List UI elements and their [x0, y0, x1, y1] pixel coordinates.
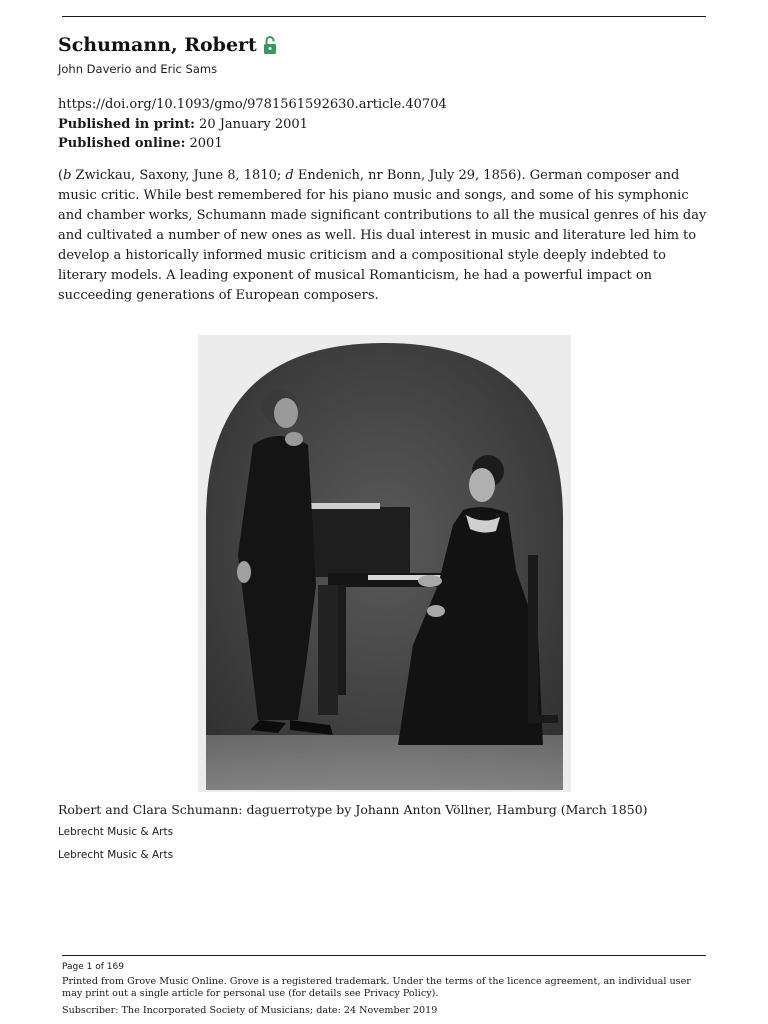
- published-online-label: Published online:: [58, 136, 186, 151]
- article-title: Schumann, Robert: [58, 34, 257, 56]
- published-print: [58, 115, 447, 135]
- daguerrotype-image: [198, 335, 571, 792]
- published-online-date: 2001: [189, 136, 223, 151]
- top-rule: [62, 16, 706, 17]
- doi-link[interactable]: https://doi.org/10.1093/gmo/9781561592630.article.40704: [58, 97, 447, 112]
- published-online: [58, 134, 447, 154]
- footer-rule: [62, 955, 706, 956]
- birth-marker: b: [63, 168, 72, 183]
- published-print-label: Published in print:: [58, 116, 195, 132]
- figure-caption: Robert and Clara Schumann: daguerrotype by Johann Anton Völlner, Hamburg (March 1850): [58, 802, 648, 817]
- article-authors: John Daverio and Eric Sams: [58, 62, 218, 76]
- open-lock-icon: [263, 35, 277, 55]
- figure-credit-secondary: Lebrecht Music & Arts: [58, 849, 174, 861]
- death-marker: d: [285, 168, 294, 183]
- print-notice: Printed from Grove Music Online. Grove is a registered trademark. Under the terms of the licence agreement, an individual user may print out a single article for personal use (for details see Privacy Policy).: [62, 976, 691, 999]
- article-metadata: [58, 95, 447, 154]
- abstract-open-paren: (: [58, 168, 64, 183]
- figure-credit: Lebrecht Music & Arts: [58, 826, 174, 838]
- published-print-date: 20 January 2001: [199, 116, 308, 132]
- subscriber-info: Subscriber: The Incorporated Society of Musicians; date: 24 November 2019: [62, 1005, 438, 1016]
- death-info: Endenich, nr Bonn, July 29, 1856).: [293, 168, 530, 183]
- birth-info: Zwickau, Saxony, June 8, 1810;: [71, 168, 286, 183]
- page-number: Page 1 of 169: [62, 962, 124, 972]
- article-abstract: [58, 166, 708, 306]
- abstract-body: German composer and music critic. While best remembered for his piano music and songs, and some of his symphonic and chamber works, Schumann made significant contributions to all the musical genres of his day and cultivated a number of new ones as well. His dual interest in music and literature led him to develop a historically informed music criticism and a compositional style deeply indebted to literary models. A leading exponent of musical Romanticism, he had a powerful impact on succeeding generations of European composers.: [58, 168, 707, 303]
- title-row: [58, 34, 277, 56]
- page-footer: [62, 961, 710, 1017]
